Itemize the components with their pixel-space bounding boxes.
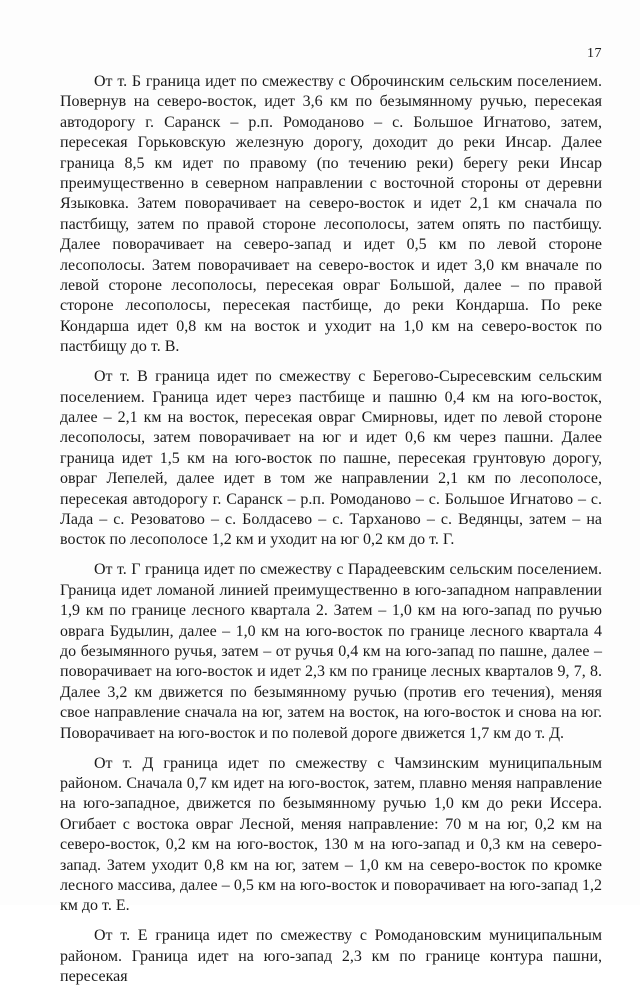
paragraph-boundary-point-v: От т. В граница идет по смежеству с Берегово-Сыресевским сельским поселением. Граница идет через пастбище и пашню 0,4 км на юго-восток, далее – 2,1 км на восток, пересекая овраг Смирновы, идет по левой стороне лесополосы, затем поворачивает на юг и идет 0,6 км через пашни. Далее граница идет 1,5 км на юго-восток по пашне, пересекая грунтовую дорогу, овраг Лепелей, далее идет в том же направлении 2,1 км по лесополосе, пересекая автодорогу г. Саранск – р.п. Ромоданово – с. Большое Игнатово – с. Лада – с. Резоватово – с. Болдасево – с. Тарханово – с. Ведянцы, затем – на восток по лесополосе 1,2 км и уходит на юг 0,2 км до т. Г. xyxy=(60,368,602,549)
paragraph-boundary-point-b: От т. Б граница идет по смежеству с Оброчинским сельским поселением. Повернув на северо-восток, идет 3,6 км по безымянному ручью, пересекая автодорогу г. Саранск – р.п. Ромоданово – с. Большое Игнатово, затем, пересекая Горьковскую железную дорогу, доходит до реки Инсар. Далее граница 8,5 км идет по правому (по течению реки) берегу реки Инсар преимущественно в северном направлении с восточной стороны от деревни Языковка. Затем поворачивает на северо-восток и идет 2,1 км сначала по пастбищу, затем по правой стороне лесополосы, затем опять по пастбищу. Далее поворачивает на северо-запад и идет 0,5 км по левой стороне лесополосы. Затем поворачивает на северо-восток и идет 3,0 км вначале по левой стороне лесополосы, пересекая овраг Большой, далее – по правой стороне лесополосы, пересекая пастбище, до реки Кондарша. По реке Кондарша идет 0,8 км на восток и уходит на 1,0 км на северо-восток по пастбищу до т. В. xyxy=(60,73,602,356)
paragraph-boundary-point-e: От т. Е граница идет по смежеству с Ромодановским муниципальным районом. Граница идет на юго-запад 2,3 км по границе контура пашни, пересекая xyxy=(60,927,602,986)
paragraph-boundary-point-g: От т. Г граница идет по смежеству с Парадеевским сельским поселением. Граница идет ломаной линией преимущественно в юго-западном направлении 1,9 км по границе лесного квартала 2. Затем – 1,0 км на юго-запад по ручью оврага Будылин, далее – 1,0 км на юго-восток по границе лесного квартала 4 до безымянного ручья, затем – от ручья 0,4 км на юго-запад по пашне, далее – поворачивает на юго-восток и идет 2,3 км по границе лесных кварталов 9, 7, 8. Далее 3,2 км движется по безымянному ручью (против его течения), меняя свое направление сначала на юг, затем на восток, на юго-восток и снова на юг. Поворачивает на юго-восток и по полевой дороге движется 1,7 км до т. Д. xyxy=(60,561,602,742)
document-body xyxy=(60,72,602,987)
paragraph-boundary-point-d: От т. Д граница идет по смежеству с Чамзинским муниципальным районом. Сначала 0,7 км идет на юго-восток, затем, плавно меняя направление на юго-западное, движется по безымянному ручью 1,0 км до реки Иссера. Огибает с востока овраг Лесной, меняя направление: 70 м на юг, 0,2 км на северо-восток, 0,2 км на юго-восток, 130 м на юго-запад и 0,3 км на северо-запад. Затем уходит 0,8 км на юг, затем – 1,0 км на северо-восток по кромке лесного массива, далее – 0,5 км на юго-восток и поворачивает на юго-запад 1,2 км до т. Е. xyxy=(60,754,602,915)
page-number: 17 xyxy=(587,46,602,61)
